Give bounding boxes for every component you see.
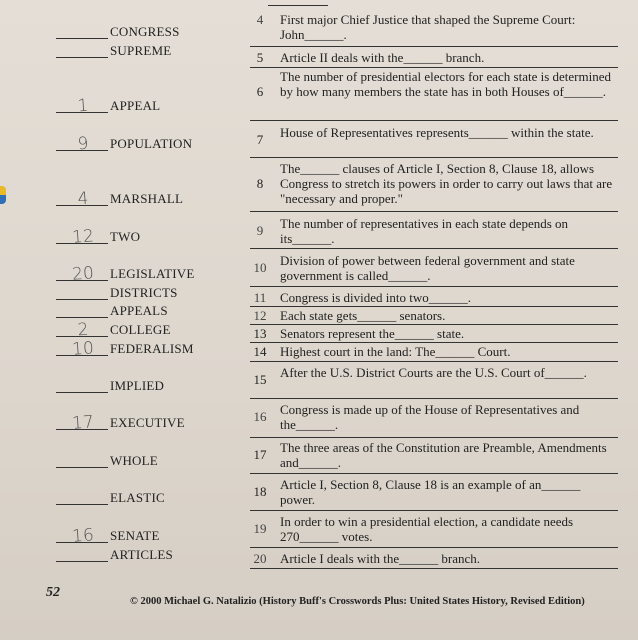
answer-blank[interactable] bbox=[56, 317, 108, 318]
clue-item bbox=[250, 440, 618, 474]
clue-text: Highest court in the land: The______ Court. bbox=[280, 344, 511, 359]
clue-item bbox=[250, 69, 618, 121]
word-item bbox=[56, 413, 206, 433]
handwritten-number: 10 bbox=[71, 338, 95, 360]
word-item bbox=[56, 545, 206, 565]
clue-item bbox=[250, 125, 618, 158]
clue-text: Senators represent the______ state. bbox=[280, 326, 465, 341]
clue-item bbox=[250, 161, 618, 212]
word-label: DISTRICTS bbox=[110, 285, 178, 300]
clue-item bbox=[250, 551, 618, 569]
page-number: 52 bbox=[46, 585, 60, 600]
clue-item bbox=[250, 344, 618, 362]
answer-blank[interactable] bbox=[56, 467, 108, 468]
clue-item bbox=[250, 326, 618, 343]
word-label: CONGRESS bbox=[110, 24, 180, 39]
word-label: EXECUTIVE bbox=[110, 415, 185, 430]
clue-text: The number of representatives in each state depends on its______. bbox=[280, 216, 569, 246]
word-item bbox=[56, 22, 206, 42]
answer-blank[interactable] bbox=[56, 392, 108, 393]
clue-number: 15 bbox=[253, 372, 267, 387]
word-item bbox=[56, 189, 206, 209]
clue-number: 20 bbox=[253, 551, 267, 566]
clue-text: In order to win a presidential election, a candidate needs 270______ votes. bbox=[280, 514, 574, 544]
word-label: SUPREME bbox=[110, 43, 172, 58]
clue-text: Congress is divided into two______. bbox=[280, 290, 472, 305]
answer-blank[interactable] bbox=[56, 561, 108, 562]
clue-number: 7 bbox=[256, 132, 264, 147]
clue-number: 5 bbox=[256, 50, 264, 65]
word-label: COLLEGE bbox=[110, 322, 171, 337]
clue-number: 4 bbox=[256, 12, 264, 27]
answer-blank[interactable] bbox=[56, 504, 108, 505]
clue-item bbox=[250, 308, 618, 325]
word-label: APPEALS bbox=[110, 303, 168, 318]
clue-text: House of Representatives represents______ within the state. bbox=[280, 125, 594, 140]
handwritten-number: 2 bbox=[76, 319, 90, 341]
handwritten-number: 4 bbox=[76, 188, 90, 210]
clue-number: 6 bbox=[256, 84, 264, 99]
clue-item bbox=[250, 514, 618, 548]
clue-item bbox=[250, 50, 618, 68]
clue-text: The number of presidential electors for each state is determined by how many members the state has in both Houses of______. bbox=[280, 69, 612, 99]
clue-text: Congress is made up of the House of Representatives and the______. bbox=[280, 402, 580, 432]
word-item bbox=[56, 134, 206, 154]
handwritten-number: 1 bbox=[76, 95, 90, 117]
word-label: WHOLE bbox=[110, 453, 158, 468]
clue-number: 9 bbox=[256, 223, 264, 238]
word-item bbox=[56, 264, 206, 284]
clue-number: 16 bbox=[253, 409, 267, 424]
clue-item bbox=[250, 365, 618, 399]
word-item bbox=[56, 41, 206, 61]
word-item bbox=[56, 488, 206, 508]
clue-text: The three areas of the Constitution are Preamble, Amendments and______. bbox=[280, 440, 607, 470]
clue-text: The______ clauses of Article I, Section 8, Clause 18, allows Congress to stretch its powers in order to carry out laws that are "necessary and proper." bbox=[280, 161, 613, 206]
word-label: APPEAL bbox=[110, 98, 161, 113]
word-label: SENATE bbox=[110, 528, 160, 543]
word-label: FEDERALISM bbox=[110, 341, 194, 356]
clue-number: 18 bbox=[253, 484, 267, 499]
word-item bbox=[56, 320, 206, 340]
clue-number: 12 bbox=[253, 308, 267, 323]
handwritten-number: 20 bbox=[71, 263, 95, 285]
copyright-line: © 2000 Michael G. Natalizio (History Buff's Crosswords Plus: United States History, Revised Edition) bbox=[130, 596, 585, 607]
clue-number: 8 bbox=[256, 176, 264, 191]
word-item bbox=[56, 283, 206, 303]
handwritten-number: 12 bbox=[71, 226, 95, 248]
word-label: IMPLIED bbox=[110, 378, 165, 393]
clue-number: 14 bbox=[253, 344, 267, 359]
word-item bbox=[56, 301, 206, 321]
clue-number: 19 bbox=[253, 521, 267, 536]
answer-blank[interactable] bbox=[56, 299, 108, 300]
word-item bbox=[56, 451, 206, 471]
word-item bbox=[56, 227, 206, 247]
clue-text: Each state gets______ senators. bbox=[280, 308, 446, 323]
answer-blank[interactable] bbox=[56, 38, 108, 39]
clue-text: Article II deals with the______ branch. bbox=[280, 50, 485, 65]
clue-number: 10 bbox=[253, 260, 267, 275]
word-label: POPULATION bbox=[110, 136, 193, 151]
clue-item bbox=[250, 290, 618, 307]
clue-text: Article I, Section 8, Clause 18 is an example of an______ power. bbox=[280, 477, 581, 507]
word-label: TWO bbox=[110, 229, 141, 244]
clue-item bbox=[250, 402, 618, 438]
clue-text: Article I deals with the______ branch. bbox=[280, 551, 480, 566]
word-label: ARTICLES bbox=[110, 547, 173, 562]
word-item bbox=[56, 96, 206, 116]
clue-number: 13 bbox=[253, 326, 267, 341]
clue-item bbox=[250, 12, 618, 47]
handwritten-number: 17 bbox=[71, 412, 95, 434]
clue-text: Division of power between federal government and state government is called______. bbox=[280, 253, 575, 283]
word-item bbox=[56, 376, 206, 396]
answer-blank[interactable] bbox=[56, 57, 108, 58]
word-label: ELASTIC bbox=[110, 490, 165, 505]
top-answer-line bbox=[268, 5, 328, 6]
clue-item bbox=[250, 477, 618, 511]
clue-number: 11 bbox=[253, 290, 267, 305]
word-label: MARSHALL bbox=[110, 191, 184, 206]
word-label: LEGISLATIVE bbox=[110, 266, 195, 281]
clue-item bbox=[250, 216, 618, 249]
clue-text: After the U.S. District Courts are the U.S. Court of______. bbox=[280, 365, 587, 380]
word-item bbox=[56, 339, 206, 359]
word-item bbox=[56, 526, 206, 546]
clue-number: 17 bbox=[253, 447, 267, 462]
clue-item bbox=[250, 253, 618, 287]
clue-text: First major Chief Justice that shaped the Supreme Court: John______. bbox=[280, 12, 576, 42]
handwritten-number: 9 bbox=[76, 133, 90, 155]
handwritten-number: 16 bbox=[71, 525, 95, 547]
sticker-edge bbox=[0, 186, 6, 204]
